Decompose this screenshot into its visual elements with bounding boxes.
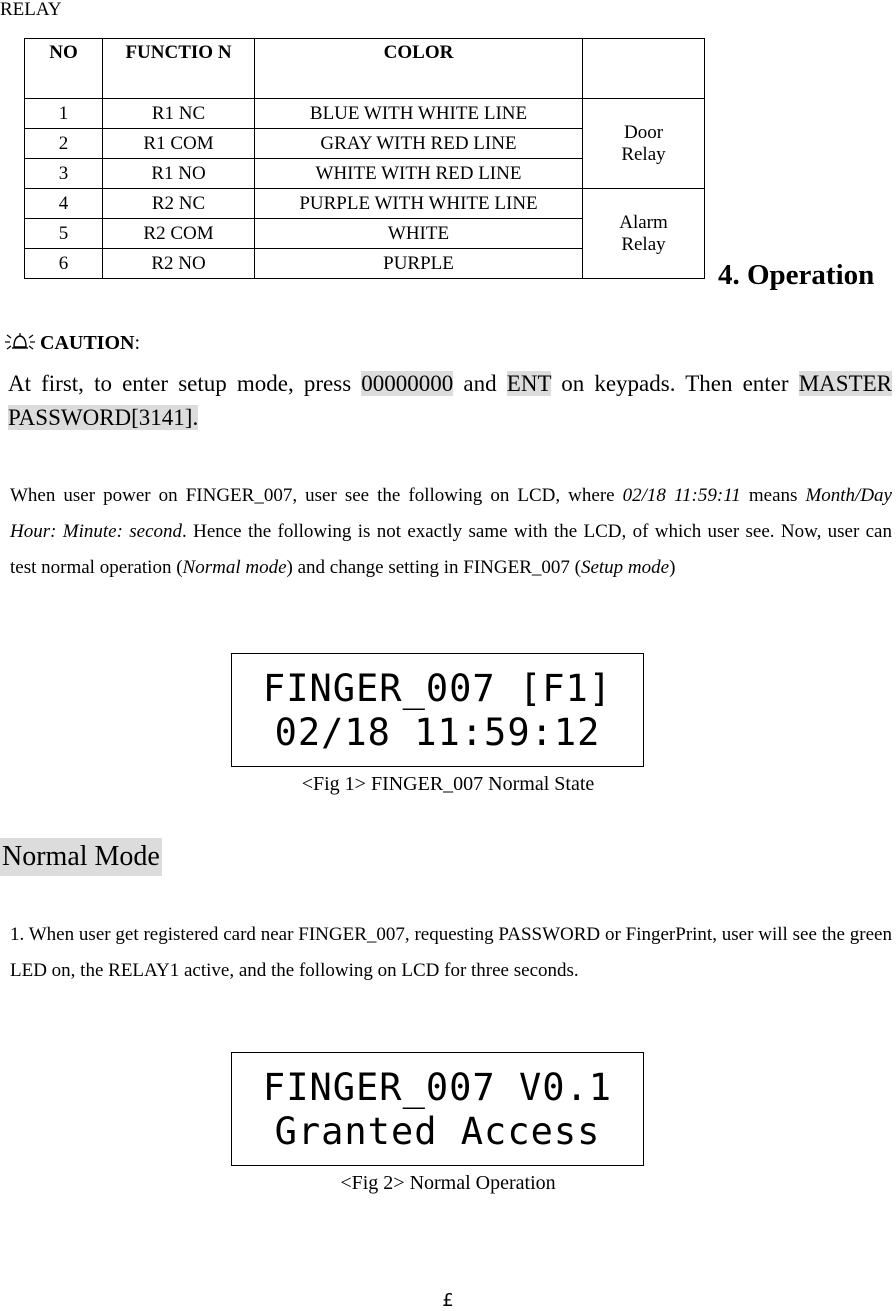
relay-wiring-table bbox=[24, 38, 705, 279]
warning-bell-icon bbox=[4, 332, 36, 359]
caution-suffix: : bbox=[134, 332, 141, 354]
lcd-line-2: Granted Access bbox=[274, 1110, 601, 1153]
master-password: MASTER PASSWORD[3141]. bbox=[8, 371, 892, 430]
cell-function: R1 NC bbox=[103, 99, 255, 129]
cell-function: R2 NO bbox=[103, 249, 255, 279]
power-on-paragraph bbox=[10, 478, 892, 586]
figure-caption-1: <Fig 1> FINGER_007 Normal State bbox=[301, 773, 595, 795]
header-relay bbox=[583, 39, 705, 99]
cell-color: GRAY WITH RED LINE bbox=[255, 129, 583, 159]
para1-italic-1: 02/18 11:59:11 bbox=[622, 485, 741, 506]
lcd-display-fig2 bbox=[231, 1052, 644, 1166]
section-heading-operation: 4. Operation bbox=[718, 259, 875, 291]
keypad-code-zeros: 00000000 bbox=[361, 371, 454, 396]
normal-mode-paragraph: 1. When user get registered card near FINGER_007, requesting PASSWORD or FingerPrint, user will see the green LED on, the RELAY1 active, and the following on LCD for three seconds. bbox=[10, 924, 892, 981]
header-color: COLOR bbox=[255, 39, 583, 99]
cell-no: 5 bbox=[25, 219, 103, 249]
relay-section-label: RELAY bbox=[0, 0, 62, 20]
header-no: NO bbox=[25, 39, 103, 99]
lcd-line-2: 02/18 11:59:12 bbox=[274, 711, 601, 754]
intro-text-2: and bbox=[453, 371, 507, 396]
intro-text-3: on keypads. Then enter bbox=[551, 371, 799, 396]
header-function bbox=[103, 39, 255, 99]
caution-label: CAUTION bbox=[40, 332, 135, 354]
cell-color: PURPLE WITH WHITE LINE bbox=[255, 189, 583, 219]
cell-no: 1 bbox=[25, 99, 103, 129]
table-header-row bbox=[25, 39, 705, 99]
para1-italic-3: Normal mode bbox=[182, 557, 287, 578]
cell-color: BLUE WITH WHITE LINE bbox=[255, 99, 583, 129]
cell-function: R1 COM bbox=[103, 129, 255, 159]
keypad-code-ent: ENT bbox=[506, 371, 552, 396]
cell-color: WHITE WITH RED LINE bbox=[255, 159, 583, 189]
intro-text-1: At first, to enter setup mode, press bbox=[8, 371, 362, 396]
table-row bbox=[25, 99, 705, 129]
cell-color: PURPLE bbox=[255, 249, 583, 279]
cell-color: WHITE bbox=[255, 219, 583, 249]
para1-text-2: means bbox=[740, 485, 806, 506]
cell-function: R1 NO bbox=[103, 159, 255, 189]
header-function-text: FUNCTIO N bbox=[125, 42, 232, 63]
lcd-display-fig1 bbox=[231, 653, 644, 767]
cell-door-relay bbox=[583, 99, 705, 189]
para1-italic-2: Month/Day Hour: Minute: second bbox=[10, 485, 892, 542]
para1-italic-4: Setup mode bbox=[580, 557, 670, 578]
cell-no: 3 bbox=[25, 159, 103, 189]
para1-text-5: ) bbox=[669, 557, 676, 578]
cell-function: R2 COM bbox=[103, 219, 255, 249]
cell-no: 4 bbox=[25, 189, 103, 219]
alarm-relay-text: Alarm Relay bbox=[619, 211, 668, 255]
cell-alarm-relay bbox=[583, 189, 705, 279]
section-heading-normal-mode: Normal Mode bbox=[0, 838, 162, 876]
lcd-line-1: FINGER_007 [F1] bbox=[262, 667, 613, 710]
cell-function: R2 NC bbox=[103, 189, 255, 219]
para1-text-1: When user power on FINGER_007, user see the following on LCD, where bbox=[10, 485, 623, 506]
table-row bbox=[25, 189, 705, 219]
door-relay-text: Door Relay bbox=[621, 121, 666, 165]
caution-line bbox=[4, 330, 140, 359]
page-number: £ bbox=[442, 1290, 454, 1311]
para1-text-3: . Hence the following is not exactly same with the LCD, of which user see. Now, user can test normal operation ( bbox=[10, 521, 892, 578]
para1-text-4: ) and change setting in FINGER_007 ( bbox=[286, 557, 581, 578]
cell-no: 2 bbox=[25, 129, 103, 159]
cell-no: 6 bbox=[25, 249, 103, 279]
setup-instructions bbox=[8, 367, 892, 435]
figure-caption-2: <Fig 2> Normal Operation bbox=[340, 1172, 556, 1194]
lcd-line-1: FINGER_007 V0.1 bbox=[262, 1066, 613, 1109]
